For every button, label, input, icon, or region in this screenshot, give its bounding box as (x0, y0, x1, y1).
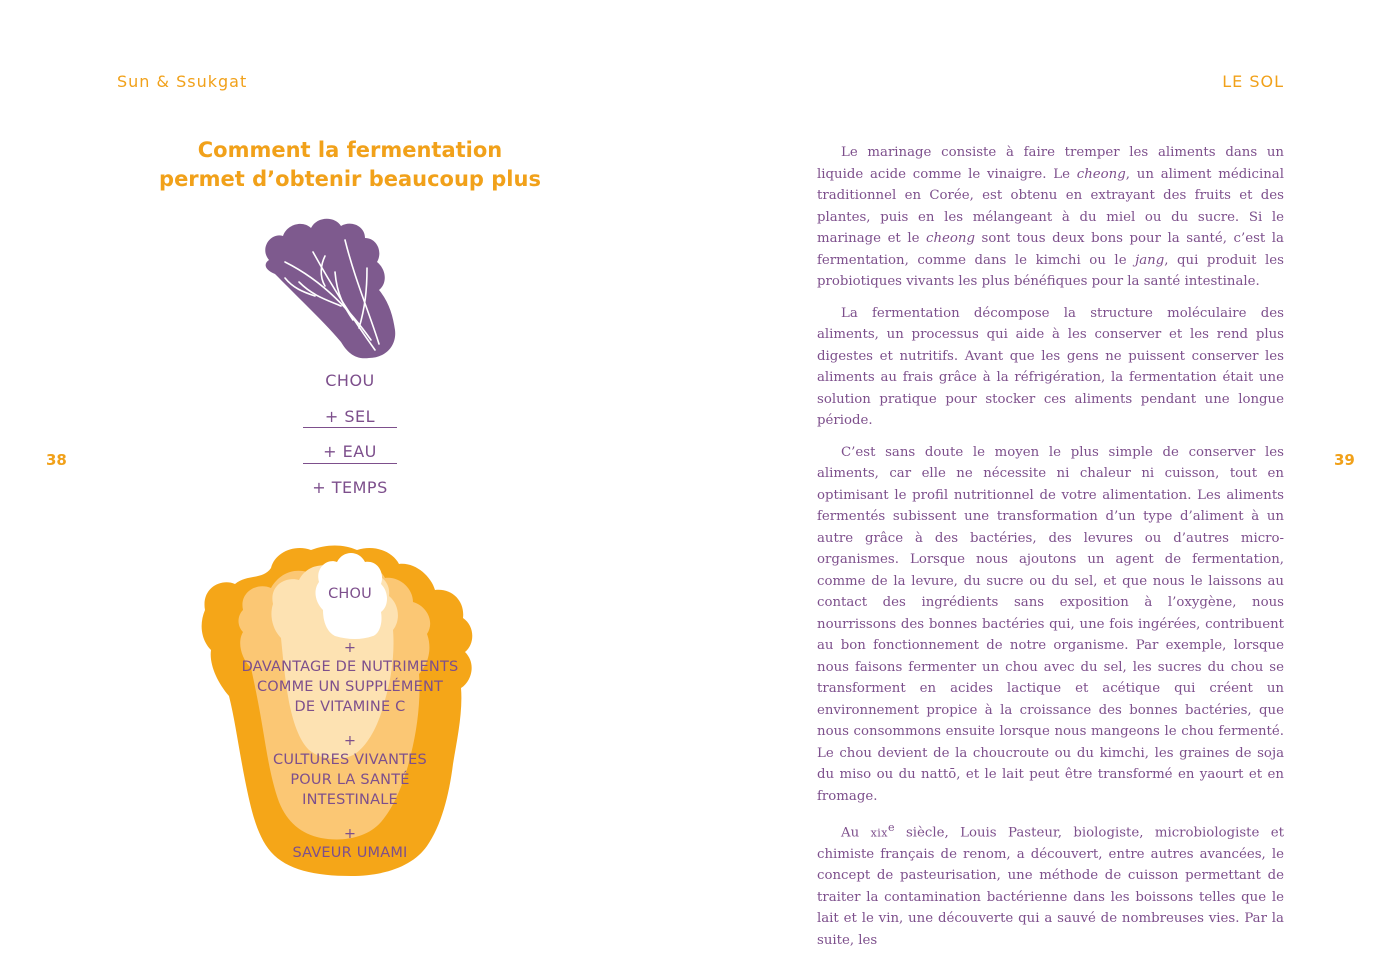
result-plus: + (343, 640, 357, 656)
running-head-left: Sun & Ssukgat (117, 72, 248, 91)
result-plus: + (343, 733, 357, 749)
recipe-divider (303, 427, 397, 428)
title-line-2: permet d’obtenir beaucoup plus (159, 167, 541, 191)
paragraph: Le marinage consiste à faire tremper les aliments dans un liquide acide comme le vinaigre. Le cheong, un aliment médicinal traditionnel en Corée, est obtenu en extrayant des fruits et des plantes, puis en les mélangeant à du miel ou du sucre. Si le marinage et le cheong sont tous deux bons pour la santé, c’est la fermentation, comme dans le kimchi ou le jang, qui produit les probiotiques vivants les plus bénéfiques pour la santé intestinale. (817, 145, 1284, 289)
paragraph: La fermentation décompose la structure moléculaire des aliments, un processus qui aide à les conserver et les rend plus digestes et nutritifs. Avant que les gens ne puissent conserver les aliments au frais grâce à la réfrigération, la fermentation était une solution pratique pour stocker ces aliments pendant une longue période. (817, 305, 1284, 428)
article-body (817, 142, 1284, 961)
result-plus: + (343, 826, 357, 842)
result-umami: SAVEUR UMAMI (292, 845, 408, 861)
page-number-right: 39 (1334, 451, 1355, 469)
recipe-divider (303, 463, 397, 464)
page-number-left: 38 (46, 451, 67, 469)
result-cultures: CULTURES VIVANTES POUR LA SANTÉ INTESTINALE (273, 752, 427, 808)
title-line-1: Comment la fermentation (197, 138, 503, 162)
result-cabbage: CHOU (328, 586, 372, 602)
running-head-right: LE SOL (1222, 72, 1284, 91)
paragraph: Au xix$^e$ siècle, Louis Pasteur, biologiste, microbiologiste et chimiste français de renom, a découvert, entre autres avancées, le concept de pasteurisation, une méthode de cuisson permettant de traiter la contamination bactérienne dans les boissons telles que le lait et le vin, une découverte qui a sauvé de nombreuses vies. Par la suite, les (817, 821, 1284, 948)
infographic-title (150, 136, 550, 194)
paragraph: C’est sans doute le moyen le plus simple de conserver les aliments, car elle ne nécessite ni chaleur ni cuisson, tout en optimisant le profil nutritionnel de votre alimentation. Les aliments fermentés subissent une transformation d’un type d’aliment à un autre grâce à des bactéries, des levures ou d’autres micro-organismes. Lorsque nous ajoutons un agent de fermentation, comme de la levure, du sucre ou du sel, et que nous le laissons au contact des ingrédients sans exposition à l’oxygène, nous nourrissons des bonnes bactéries qui, une fois ingérées, contribuent au bon fonctionnement de notre organisme. Par exemple, lorsque nous faisons fermenter un chou avec du sel, les sucres du chou se transforment en acides lactique et acétique qui créent un environnement propice à la croissance des bonnes bactéries, que nous consommons ensuite lorsque nous mangeons le chou fermenté. Le chou devient de la choucroute ou du kimchi, les graines de soja du miso ou du nattō, et le lait peut être transformé en yaourt et en fromage. (817, 444, 1284, 804)
cabbage-icon (255, 212, 405, 362)
recipe-item-water: + EAU (323, 442, 377, 461)
result-nutrients: DAVANTAGE DE NUTRIMENTS COMME UN SUPPLÉMENT DE VITAMINE C (241, 659, 459, 715)
recipe-item-cabbage: CHOU (325, 371, 375, 390)
recipe-item-salt: + SEL (324, 407, 376, 426)
recipe-item-time: + TEMPS (312, 478, 388, 497)
